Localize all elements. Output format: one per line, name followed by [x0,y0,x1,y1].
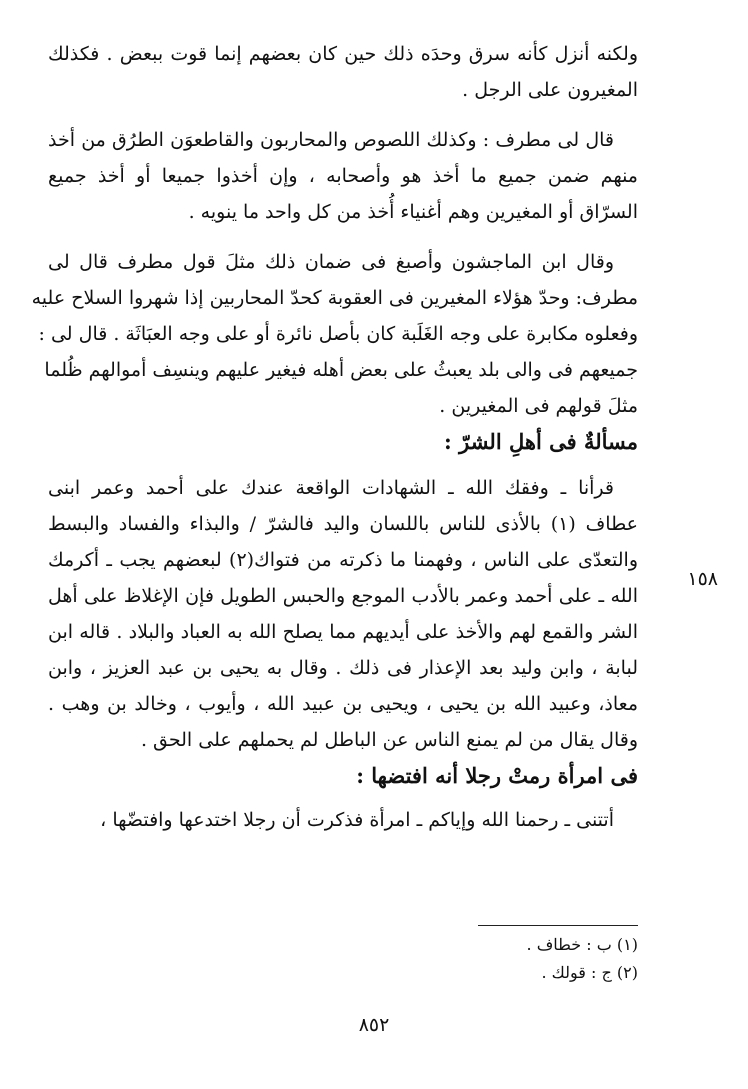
text-line: ولكنه أنزل كأنه سرق وحدَه ذلك حين كان بعضهم إنما قوت ببعض . فكذلك [48,43,638,65]
paragraph-4 [48,470,638,758]
footnote-divider [478,925,638,926]
text-line: وقال ابن الماجشون وأصبغ فى ضمان ذلك مثلَ قول مطرف قال لى [48,251,614,273]
footnote: (١) ب : خطاف . [526,935,638,954]
paragraph-5 [48,802,638,838]
paragraph-2 [48,122,638,230]
text-line: قال لى مطرف : وكذلك اللصوص والمحاربون والقاطعوَن الطرُق من أخذ [48,129,614,151]
text-line: والتعدّى على الناس ، وفهمنا ما ذكرته من فتواك(٢) لبعضهم يجب ـ أكرمك [48,549,638,571]
text-line: جميعهم فى والى بلد يعبثُ على بعض أهله فيغير عليهم وينسِف أموالهم ظُلما [44,359,638,381]
paragraph-3 [31,244,638,424]
text-line: قرأنا ـ وفقك الله ـ الشهادات الواقعة عندك على أحمد وعمر ابنى [48,477,614,499]
text-line: الشر والقمع لهم والأخذ على أيديهم مما يصلح الله به العباد والبلاد . قاله ابن [48,621,638,643]
text-line: السرّاق أو المغيرين وهم أغنياء أُخذ من كل واحد ما ينويه . [188,201,638,223]
text-line: الله ـ على أحمد وعمر بالأدب الموجع والحبس الطويل فإن الإغلاظ على أهل [48,585,638,607]
paragraph-1 [48,36,638,108]
section-heading: فى امرأة رمتْ رجلا أنه افتضها : [356,763,638,788]
margin-folio-number: ١٥٨ [687,568,718,590]
text-line: لبابة ، وابن وليد بعد الإعذار فى ذلك . وقال به يحيى بن عبد العزيز ، وابن [48,657,638,679]
text-line: معاذ، وعبيد الله بن يحيى ، ويحيى بن عبيد الله ، وأيوب ، وخالد بن وهب . [48,693,638,715]
page-number: ٨٥٢ [358,1014,390,1036]
text-line: مطرف: وحدّ هؤلاء المغيرين فى العقوبة كحدّ المحاربين إذا شهروا السلاح عليه [31,287,638,309]
text-line: مثلَ قولهم فى المغيرين . [439,395,638,417]
text-line: عطاف (١) بالأذى للناس باللسان واليد فالشرّ / والبذاء والفساد والبسط [48,513,638,535]
section-heading: مسألةٌ فى أهلِ الشرّ : [444,429,638,454]
text-line: وقال يقال من لم يمنع الناس عن الباطل لم يحملهم على الحق . [140,729,638,751]
text-line: وفعلوه مكابرة على وجه الغَلَبة كان بأصل نائرة أو على وجه العبَاثَة . قال لى : [38,323,638,345]
footnote: (٢) ج : قولك . [541,963,638,982]
main-text [31,36,638,852]
text-line: أتتنى ـ رحمنا الله وإياكم ـ امرأة فذكرت أن رجلا اختدعها وافتضّها ، [100,809,614,831]
text-line: المغيرون على الرجل . [462,79,638,101]
text-line: منهم ضمن جميع ما أخذ هو وأصحابه ، وإن أخذوا جميعا أو أخذ جميع [48,165,638,187]
